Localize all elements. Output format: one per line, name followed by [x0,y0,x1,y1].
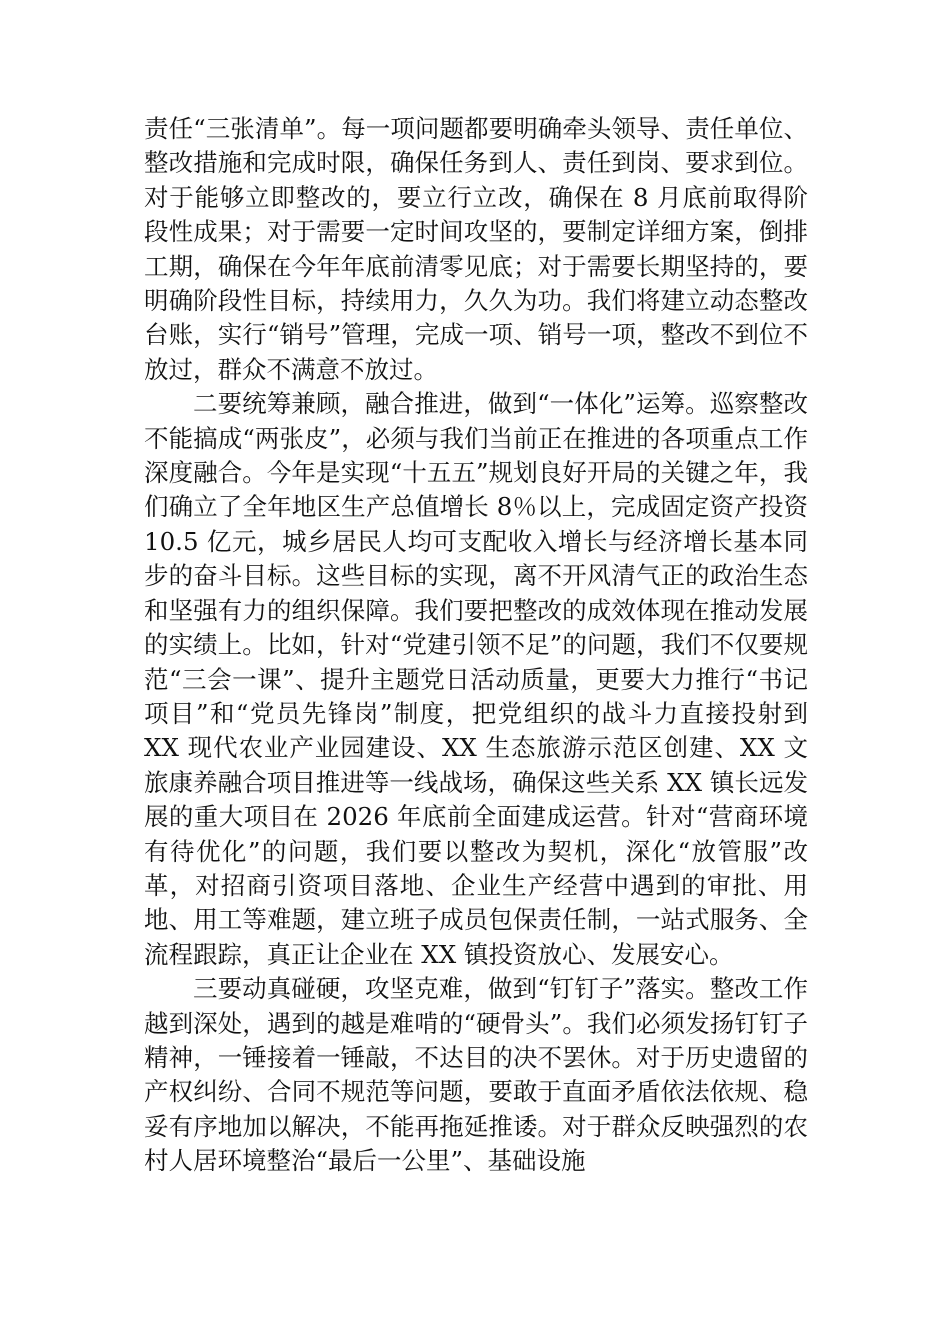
paragraph-2: 二要统筹兼顾，融合推进，做到“一体化”运筹。巡察整改不能搞成“两张皮”，必须与我们当前正在推进的各项重点工作深度融合。今年是实现“十五五”规划良好开局的关键之年，我们确立了全年地区生产总值增长 8％以上，完成固定资产投资 10.5 亿元，城乡居民人均可支配收入增长与经济增长基本同步的奋斗目标。这些目标的实现，离不开风清气正的政治生态和坚强有力的组织保障。我们要把整改的成效体现在推动发展的实绩上。比如，针对“党建引领不足”的问题，我们不仅要规范“三会一课”、提升主题党日活动质量，更要大力推行“书记项目”和“党员先锋岗”制度，把党组织的战斗力直接投射到 XX 现代农业产业园建设、XX 生态旅游示范区创建、XX 文旅康养融合项目推进等一线战场，确保这些关系 XX 镇长远发展的重大项目在 2026 年底前全面建成运营。针对“营商环境有待优化”的问题，我们要以整改为契机，深化“放管服”改革，对招商引资项目落地、企业生产经营中遇到的审批、用地、用工等难题，建立班子成员包保责任制，一站式服务、全流程跟踪，真正让企业在 XX 镇投资放心、发展安心。 [144,389,808,969]
paragraph-1: 责任“三张清单”。每一项问题都要明确牵头领导、责任单位、整改措施和完成时限，确保任务到人、责任到岗、要求到位。对于能够立即整改的，要立行立改，确保在 8 月底前取得阶段性成果；对于需要一定时间攻坚的，要制定详细方案，倒排工期，确保在今年年底前清零见底；对于需要长期坚持的，要明确阶段性目标，持续用力，久久为功。我们将建立动态整改台账，实行“销号”管理，完成一项、销号一项，整改不到位不放过，群众不满意不放过。 [144,114,808,384]
document-body [144,112,808,1179]
paragraph-3: 三要动真碰硬，攻坚克难，做到“钉钉子”落实。整改工作越到深处，遇到的越是难啃的“硬骨头”。我们必须发扬钉钉子精神，一锤接着一锤敲，不达目的决不罢休。对于历史遗留的产权纠纷、合同不规范等问题，要敢于直面矛盾依法依规、稳妥有序地加以解决，不能再拖延推诿。对于群众反映强烈的农村人居环境整治“最后一公里”、基础设施 [144,974,808,1176]
